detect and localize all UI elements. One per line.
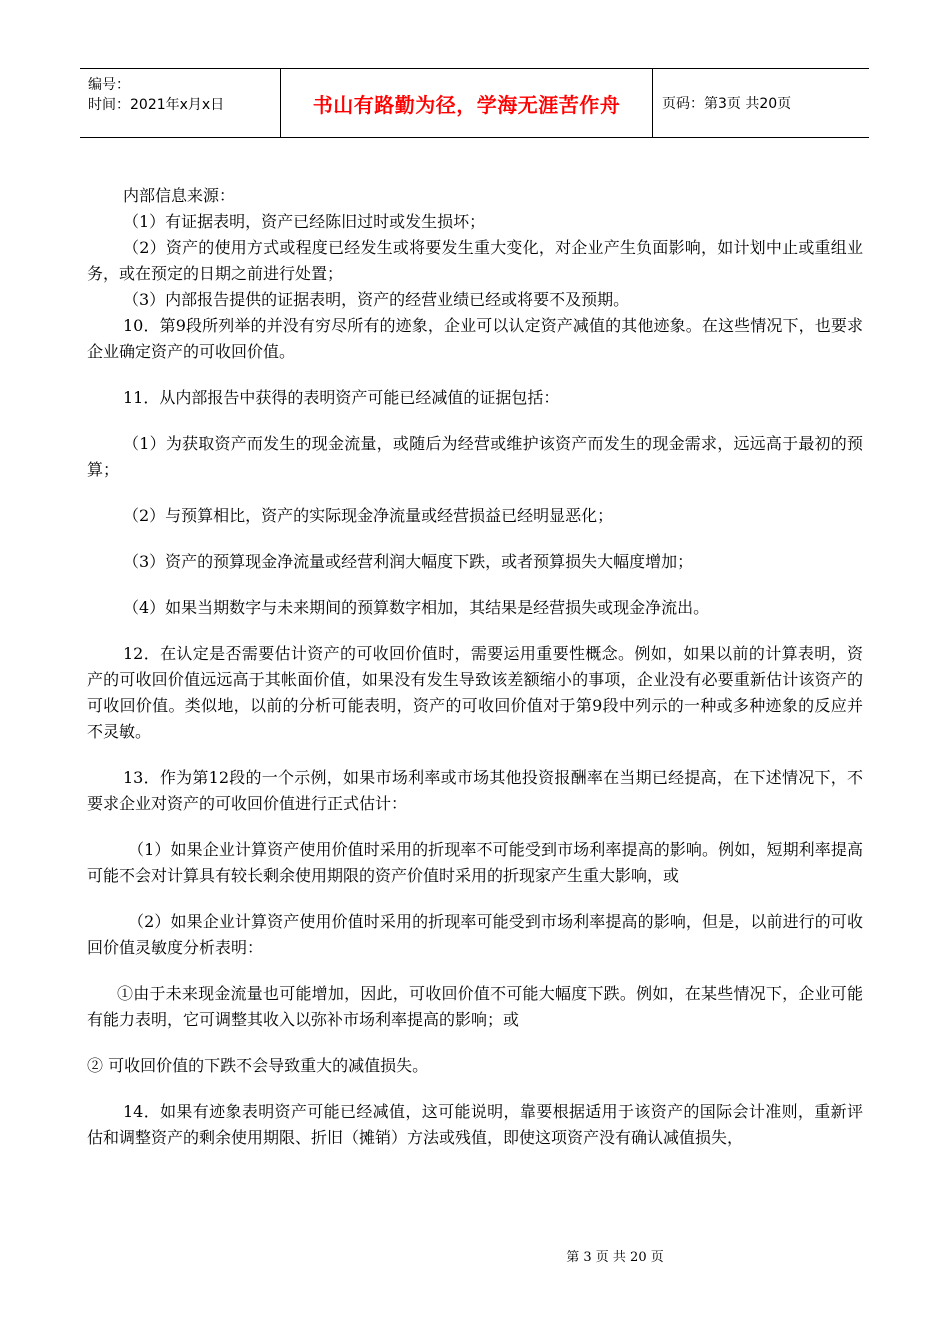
paragraph: （1）有证据表明，资产已经陈旧过时或发生损坏； [123,212,486,231]
paragraph: （2）如果企业计算资产使用价值时采用的折现率可能受到市场利率提高的影响，但是，以前进行的可收回价值灵敏度分析表明： [87,912,863,957]
page-footer: 第 3 页 共 20 页 [566,1250,664,1265]
paragraph: 内部信息来源： [123,186,236,205]
paragraph: （1）如果企业计算资产使用价值时采用的折现率不可能受到市场利率提高的影响。例如，短期利率提高可能不会对计算具有较长剩余使用期限的资产价值时采用的折现家产生重大影响，或 [87,840,863,885]
paragraph: 13．作为第12段的一个示例，如果市场利率或市场其他投资报酬率在当期已经提高，在下述情况下，不要求企业对资产的可收回价值进行正式估计： [87,768,863,813]
document-body [87,183,863,1151]
paragraph: 11．从内部报告中获得的表明资产可能已经减值的证据包括： [123,388,560,407]
paragraph: （4）如果当期数字与未来期间的预算数字相加，其结果是经营损失或现金净流出。 [123,598,710,617]
paragraph: （2）与预算相比，资产的实际现金净流量或经营损益已经明显恶化； [123,506,614,525]
paragraph: 10．第9段所列举的并没有穷尽所有的迹象，企业可以认定资产减值的其他迹象。在这些情况下，也要求企业确定资产的可收回价值。 [87,316,863,361]
paragraph: 14．如果有迹象表明资产可能已经减值，这可能说明，靠要根据适用于该资产的国际会计准则，重新评估和调整资产的剩余使用期限、折旧（摊销）方法或残值，即使这项资产没有确认减值损失， [87,1102,863,1147]
header-page-number: 页码：第3页 共20页 [662,96,792,112]
paragraph: ①由于未来现金流量也可能增加，因此，可收回价值不可能大幅度下跌。例如，在某些情况下，企业可能有能力表明，它可调整其收入以弥补市场利率提高的影响；或 [87,984,863,1029]
paragraph: ② 可收回价值的下跌不会导致重大的减值损失。 [87,1056,429,1075]
paragraph: （1）为获取资产而发生的现金流量，或随后为经营或维护该资产而发生的现金需求，远远高于最初的预算； [87,434,863,479]
paragraph: （3）内部报告提供的证据表明，资产的经营业绩已经或将要不及预期。 [123,290,630,309]
header-motto: 书山有路勤为径，学海无涯苦作舟 [281,69,653,137]
page-header [80,68,869,138]
paragraph: （3）资产的预算现金净流量或经营利润大幅度下跌，或者预算损失大幅度增加； [123,552,694,571]
document-number-label: 编号： [88,77,130,93]
header-meta [80,69,281,137]
paragraph: 12．在认定是否需要估计资产的可收回价值时，需要运用重要性概念。例如，如果以前的计算表明，资产的可收回价值远远高于其帐面价值，如果没有发生导致该差额缩小的事项，企业没有必要重新估计该资产的可收回价值。类似地，以前的分析可能表明，资产的可收回价值对于第9段中列示的一种或多种迹象的反应并不灵敏。 [87,644,863,741]
document-date-label: 时间：2021年x月x日 [88,97,225,113]
paragraph: （2）资产的使用方式或程度已经发生或将要发生重大变化，对企业产生负面影响，如计划中止或重组业务，或在预定的日期之前进行处置； [87,238,863,283]
